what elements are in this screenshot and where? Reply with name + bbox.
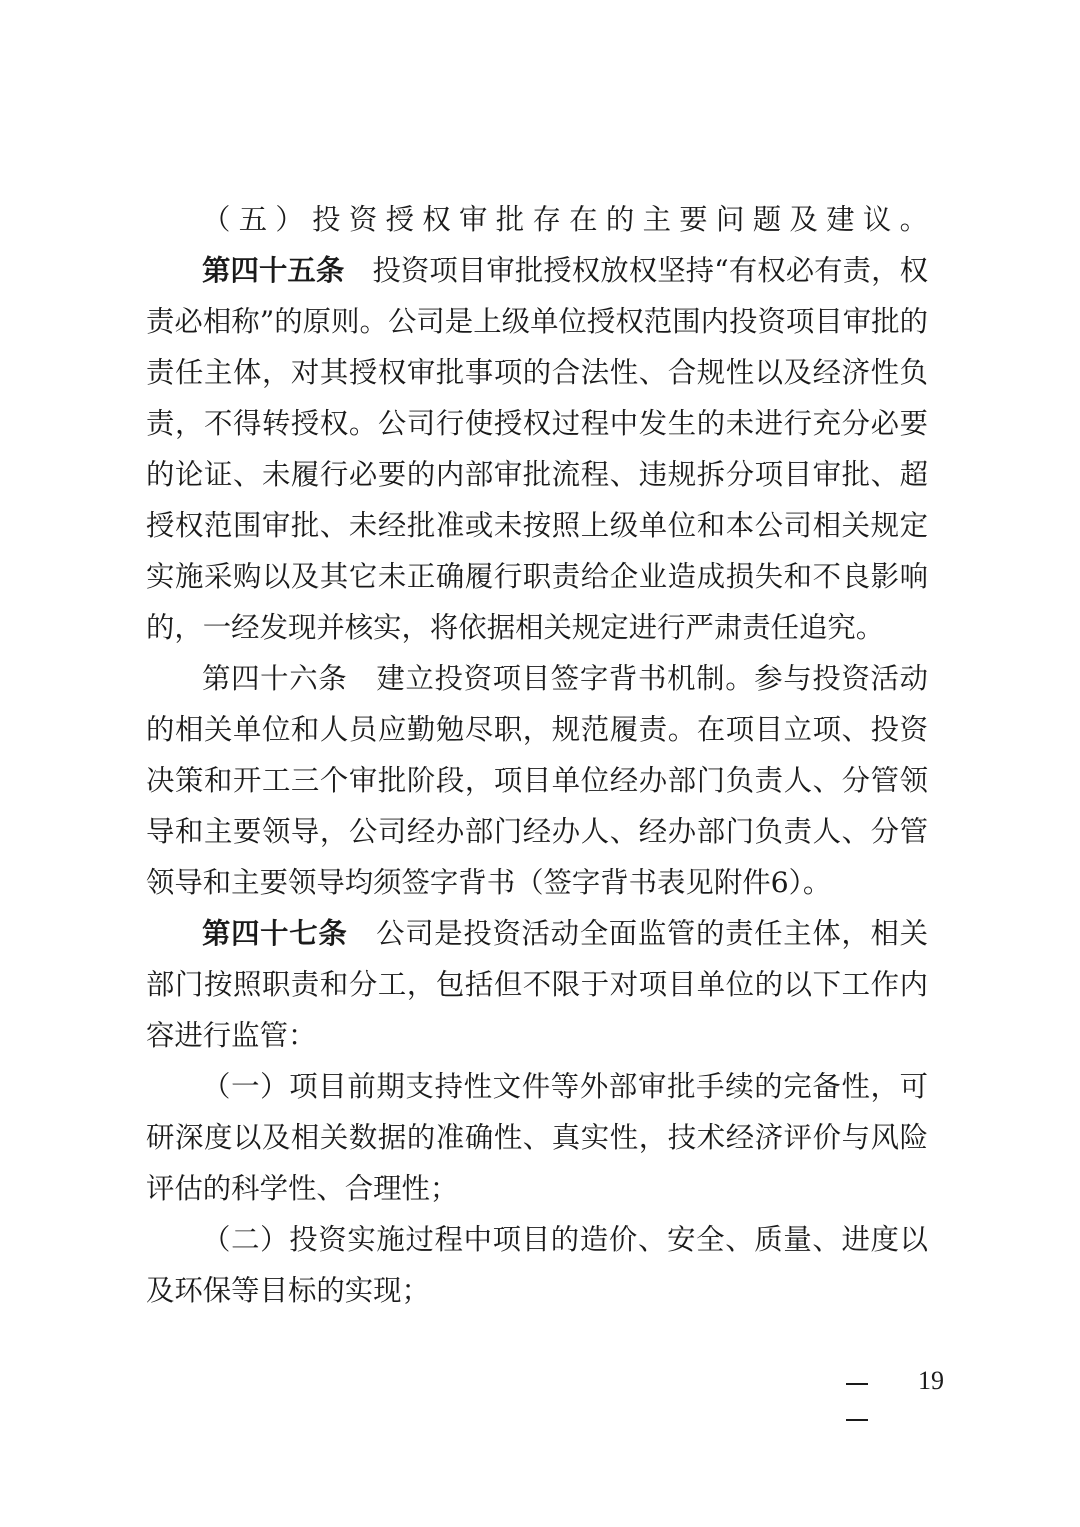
paragraph-line xyxy=(146,863,928,903)
line-text: 责任主体，对其授权审批事项的合法性、合规性以及经济性负 xyxy=(146,356,928,389)
paragraph-line xyxy=(146,353,928,393)
paragraph-line xyxy=(202,251,928,291)
paragraph-line xyxy=(146,710,928,750)
paragraph-line xyxy=(202,914,928,954)
line-text: 的论证、未履行必要的内部审批流程、违规拆分项目审批、超 xyxy=(146,458,928,491)
line-text: （二）投资实施过程中项目的造价、安全、质量、进度以 xyxy=(202,1223,928,1256)
paragraph-line xyxy=(146,506,928,546)
line-text: 容进行监管： xyxy=(146,1019,317,1052)
article-heading-45: 第四十五条 xyxy=(202,254,345,287)
page-number-dash-bottom xyxy=(846,1419,868,1421)
paragraph-line xyxy=(146,302,928,342)
line-text: 的，一经发现并核实，将依据相关规定进行严肃责任追究。 xyxy=(146,611,885,644)
paragraph-line xyxy=(146,965,928,1005)
paragraph-line xyxy=(146,812,928,852)
line-text: 导和主要领导，公司经办部门经办人、经办部门负责人、分管 xyxy=(146,815,928,848)
line-text: 评估的科学性、合理性； xyxy=(146,1172,459,1205)
line-text: 研深度以及相关数据的准确性、真实性，技术经济评价与风险 xyxy=(146,1121,928,1154)
paragraph-line xyxy=(146,404,928,444)
line-text: 投资项目审批授权放权坚持“有权必有责，权 xyxy=(372,254,928,287)
paragraph-line xyxy=(146,1118,928,1158)
paragraph-line xyxy=(146,1016,928,1056)
paragraph-line xyxy=(146,455,928,495)
page-number: 19 xyxy=(918,1366,944,1395)
paragraph-line xyxy=(146,1169,928,1209)
paragraph-line xyxy=(202,1067,928,1107)
line-text: 领导和主要领导均须签字背书（签字背书表见附件6）。 xyxy=(146,866,832,899)
line-text: 及环保等目标的实现； xyxy=(146,1274,430,1307)
line-text: 公司是投资活动全面监管的责任主体，相关 xyxy=(375,917,928,950)
paragraph-line xyxy=(146,1271,928,1311)
paragraph-line xyxy=(202,659,928,699)
line-text: （五）投资授权审批存在的主要问题及建议。 xyxy=(202,203,928,236)
line-text: 实施采购以及其它未正确履行职责给企业造成损失和不良影响 xyxy=(146,560,928,593)
line-text: 责必相称”的原则。公司是上级单位授权范围内投资项目审批的 xyxy=(146,305,928,338)
paragraph-line xyxy=(146,761,928,801)
line-text: 的相关单位和人员应勤勉尽职，规范履责。在项目立项、投资 xyxy=(146,713,928,746)
paragraph-line xyxy=(146,608,928,648)
line-text: 授权范围审批、未经批准或未按照上级单位和本公司相关规定 xyxy=(146,509,928,542)
article-heading-47: 第四十七条 xyxy=(202,917,348,950)
line-text: 决策和开工三个审批阶段，项目单位经办部门负责人、分管领 xyxy=(146,764,928,797)
line-text: 责，不得转授权。公司行使授权过程中发生的未进行充分必要 xyxy=(146,407,928,440)
paragraph-line xyxy=(146,557,928,597)
line-text: （一）项目前期支持性文件等外部审批手续的完备性，可 xyxy=(202,1070,928,1103)
paragraph-line xyxy=(202,1220,928,1260)
page-number-dash-top xyxy=(846,1383,868,1385)
line-text: 部门按照职责和分工，包括但不限于对项目单位的以下工作内 xyxy=(146,968,928,1001)
line-text: 第四十六条 建立投资项目签字背书机制。参与投资活动 xyxy=(202,662,928,695)
paragraph-line xyxy=(202,200,928,240)
